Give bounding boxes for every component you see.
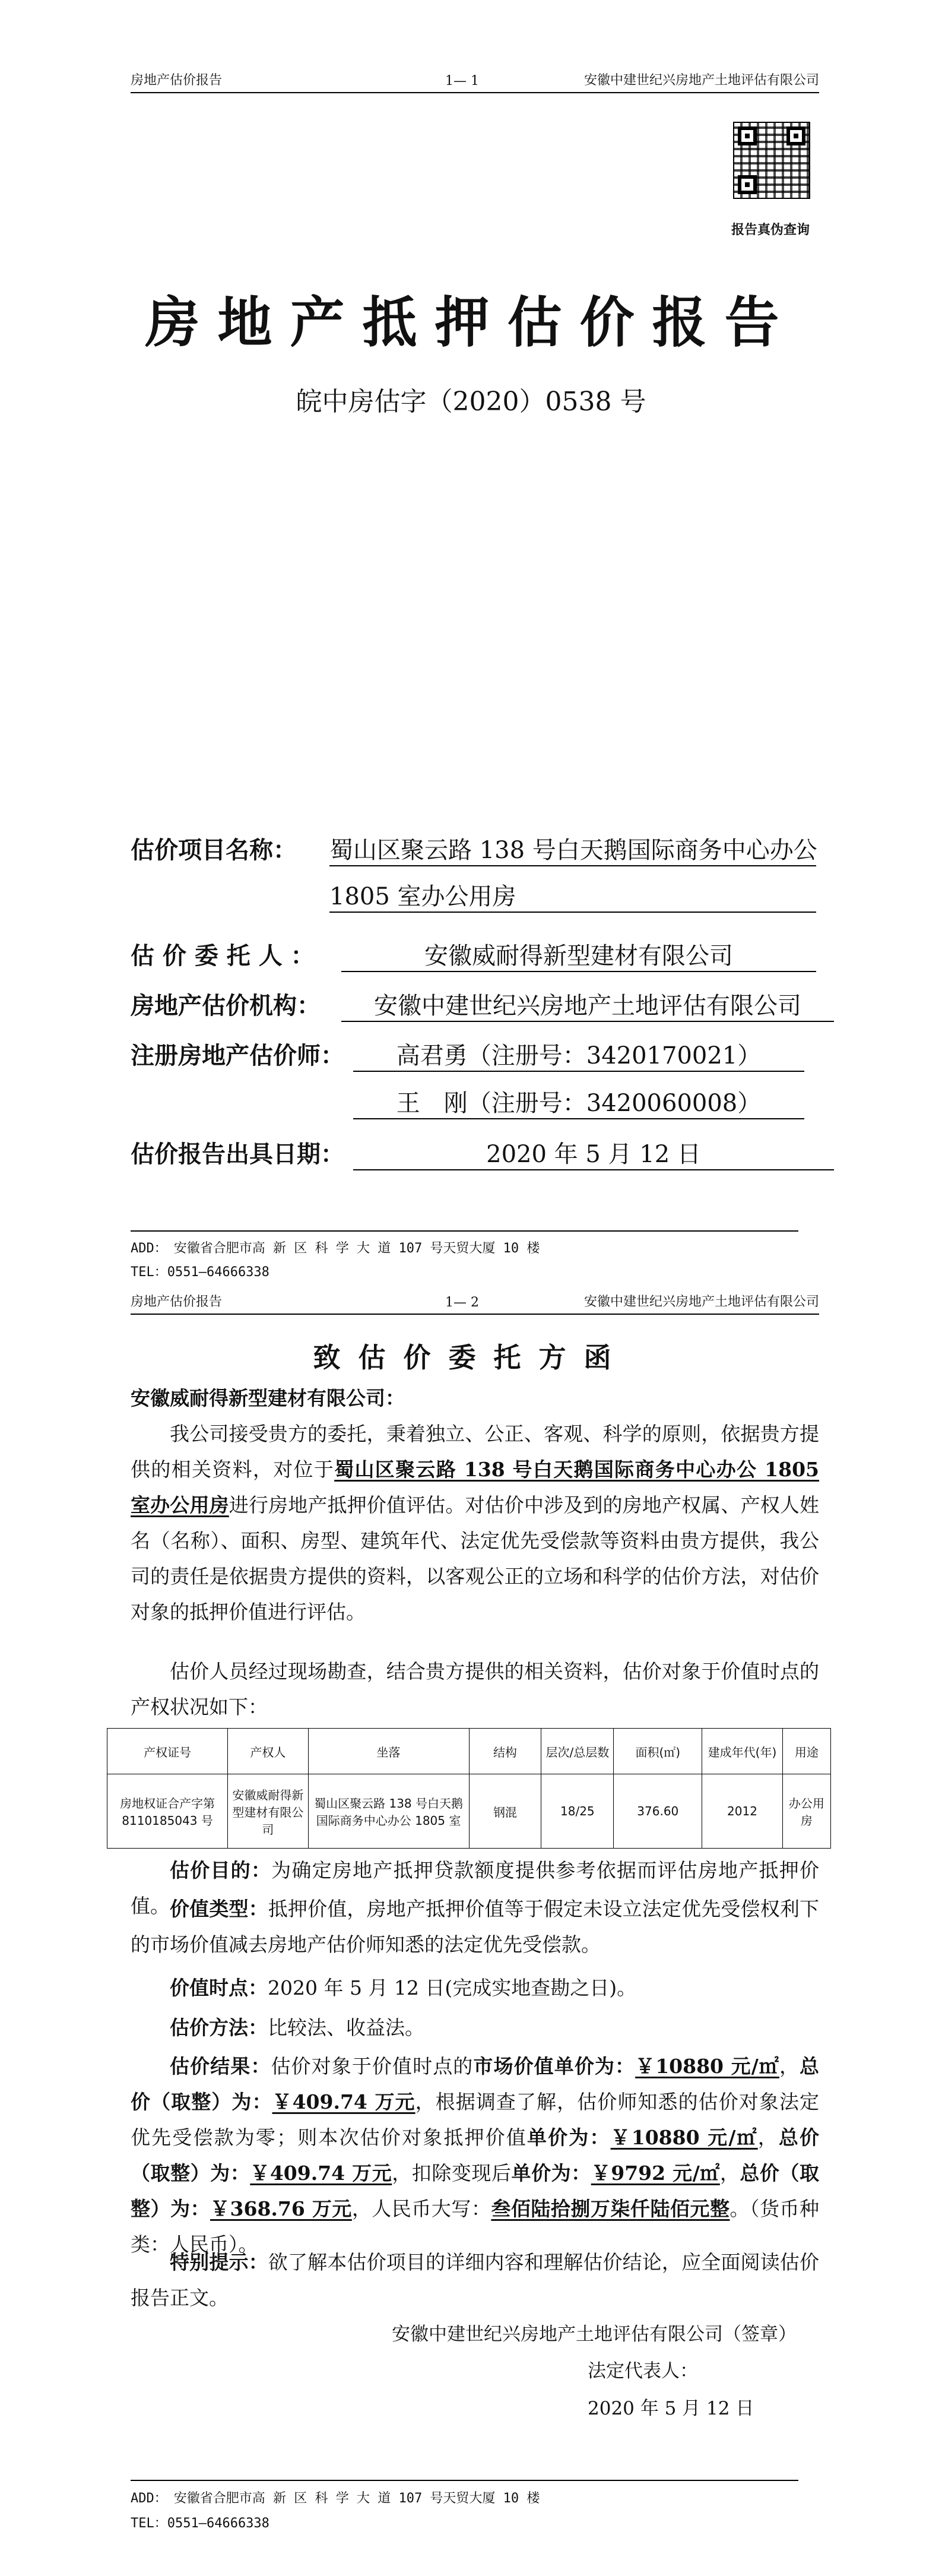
project-value-line1: 蜀山区聚云路 138 号白天鹅国际商务中心办公 xyxy=(329,831,816,866)
date-label: 估价报告出具日期： xyxy=(131,1140,344,1168)
purpose-label: 估价目的： xyxy=(170,1859,272,1882)
qr-caption: 报告真伪查询 xyxy=(731,223,810,238)
valuation-result xyxy=(131,2049,819,2262)
special-label: 特别提示： xyxy=(170,2251,268,2274)
table-header-cell: 产权人 xyxy=(228,1729,308,1774)
appraiser-1: 高君勇（注册号：3420170021） xyxy=(353,1037,804,1072)
special-text: 欲了解本估价项目的详细内容和理解估价结论，应全面阅读估价报告正文。 xyxy=(131,2251,819,2309)
appraiser-label: 注册房地产估价师： xyxy=(131,1042,344,1069)
p1-pre: 我公司接受贵方的委托，秉着独立、公正、客观、科学的原则，依据贵方提供的相关资料，对位于 xyxy=(131,1422,819,1481)
date-value: 2020 年 5 月 12 日 xyxy=(353,1135,834,1170)
result-text: ，人民币大写： xyxy=(351,2197,491,2220)
result-strong: 单价为： xyxy=(511,2162,591,2185)
signature-date: 2020 年 5 月 12 日 xyxy=(588,2398,754,2419)
result-text: ，扣除变现后 xyxy=(392,2162,512,2185)
project-label: 估价项目名称： xyxy=(131,836,297,864)
table-header-cell: 坐落 xyxy=(308,1729,469,1774)
mortgage-total-price: ￥409.74 万元 xyxy=(250,2162,392,2185)
footer-address: ADD： 安徽省合肥市高 新 区 科 学 大 道 107 号天贸大厦 10 楼 xyxy=(131,2491,540,2506)
amount-in-words: 叁佰陆拾捌万柒仟陆佰元整 xyxy=(491,2197,730,2220)
appraiser-2: 王 刚（注册号：3420060008） xyxy=(353,1084,804,1119)
special-note xyxy=(131,2245,819,2316)
header-report-name: 房地产估价报告 xyxy=(131,1295,223,1309)
result-strong: 单价为： xyxy=(526,2126,611,2149)
table-cell: 钢混 xyxy=(469,1774,541,1849)
page2-header xyxy=(131,1290,819,1315)
client-label: 估 价 委 托 人 ： xyxy=(131,942,315,970)
table-row xyxy=(107,1774,831,1849)
footer-tel: TEL：0551—64666338 xyxy=(131,1265,269,1280)
type-label: 价值类型： xyxy=(170,1897,268,1920)
result-strong: 市场价值单价为： xyxy=(473,2055,636,2078)
value-time xyxy=(131,1970,819,2006)
table-cell: 376.60 xyxy=(614,1774,702,1849)
table-cell: 房地权证合产字第 8110185043 号 xyxy=(107,1774,228,1849)
qr-code-icon[interactable] xyxy=(733,122,810,199)
header-company: 安徽中建世纪兴房地产土地评估有限公司 xyxy=(583,73,819,88)
net-unit-price: ￥9792 元/㎡ xyxy=(591,2162,720,2185)
table-header-row xyxy=(107,1729,831,1774)
letter-paragraph-1 xyxy=(131,1416,819,1630)
footer-rule xyxy=(131,2480,798,2481)
time-label: 价值时点： xyxy=(170,1976,268,1999)
market-total-price: ￥409.74 万元 xyxy=(272,2090,416,2113)
method-text: 比较法、收益法。 xyxy=(268,2016,424,2039)
p1-post: 进行房地产抵押价值评估。对估价中涉及到的房地产权属、产权人姓名（名称）、面积、房型、建筑年代、法定优先受偿款等资料由贵方提供，我公司的责任是依据贵方提供的资料，以客观公正的立场和科学的估价方法，对估价对象的抵押价值进行评估。 xyxy=(131,1493,820,1624)
type-text: 抵押价值，房地产抵押价值等于假定未设立法定优先受偿权利下的市场价值减去房地产估价师知悉的法定优先受偿款。 xyxy=(131,1897,819,1956)
letter-title: 致估价委托方函 xyxy=(313,1341,629,1374)
client-value: 安徽威耐得新型建材有限公司 xyxy=(341,937,816,972)
header-report-name: 房地产估价报告 xyxy=(131,73,223,88)
result-text: ，根据调查了解，估价师知悉的估价对象法定优先受偿款为零；则本次估价对象抵押价值 xyxy=(131,2090,820,2149)
table-header-cell: 建成年代(年) xyxy=(702,1729,782,1774)
table-header-cell: 结构 xyxy=(469,1729,541,1774)
result-label: 估价结果： xyxy=(170,2055,271,2078)
agency-value: 安徽中建世纪兴房地产土地评估有限公司 xyxy=(341,987,834,1022)
letter-salutation: 安徽威耐得新型建材有限公司： xyxy=(131,1387,405,1410)
signature-representative: 法定代表人： xyxy=(588,2360,698,2382)
p1-property-address: 蜀山区聚云路 138 号白天鹅国际商务中心办公 1805 室办公用房 xyxy=(131,1458,820,1517)
purpose-text: 为确定房地产抵押贷款额度提供参考依据而评估房地产抵押价值。 xyxy=(131,1859,820,1917)
header-page-number: 1— 1 xyxy=(445,74,479,88)
table-cell: 办公用房 xyxy=(782,1774,830,1849)
page1-header xyxy=(131,68,819,93)
market-unit-price: ￥10880 元/㎡ xyxy=(635,2055,779,2078)
result-text: ， xyxy=(719,2162,740,2185)
footer-tel: TEL：0551—64666338 xyxy=(131,2516,269,2531)
valuation-method xyxy=(131,2010,819,2046)
result-text: 估价对象于价值时点的 xyxy=(271,2055,474,2078)
letter-paragraph-2: 估价人员经过现场勘查，结合贵方提供的相关资料，估价对象于价值时点的产权状况如下： xyxy=(131,1660,819,1719)
document-number: 皖中房估字（2020）0538 号 xyxy=(296,387,646,417)
time-text: 2020 年 5 月 12 日(完成实地查勘之日)。 xyxy=(268,1976,637,1999)
report-title: 房地产抵押估价报告 xyxy=(145,290,797,355)
result-strong: 总价（取整）为： xyxy=(131,2162,820,2220)
footer-rule xyxy=(131,1230,798,1232)
result-text: 。（货币种类：人民币）。 xyxy=(131,2197,820,2256)
table-header-cell: 面积(㎡) xyxy=(614,1729,702,1774)
mortgage-unit-price: ￥10880 元/㎡ xyxy=(610,2126,758,2149)
signature-company: 安徽中建世纪兴房地产土地评估有限公司（签章） xyxy=(392,2324,797,2345)
table-cell: 18/25 xyxy=(541,1774,614,1849)
table-cell: 2012 xyxy=(702,1774,782,1849)
header-page-number: 1— 2 xyxy=(445,1295,479,1310)
result-text: ， xyxy=(757,2126,779,2149)
project-value-line2: 1805 室办公用房 xyxy=(329,878,816,913)
table-header-cell: 层次/总层数 xyxy=(541,1729,614,1774)
net-total-price: ￥368.76 万元 xyxy=(210,2197,352,2220)
table-cell: 蜀山区聚云路 138 号白天鹅国际商务中心办公 1805 室 xyxy=(308,1774,469,1849)
property-rights-table xyxy=(107,1728,831,1849)
method-label: 估价方法： xyxy=(170,2016,268,2039)
header-company: 安徽中建世纪兴房地产土地评估有限公司 xyxy=(583,1295,819,1309)
footer-address: ADD： 安徽省合肥市高 新 区 科 学 大 道 107 号天贸大厦 10 楼 xyxy=(131,1241,540,1256)
table-header-cell: 产权证号 xyxy=(107,1729,228,1774)
table-cell: 安徽威耐得新型建材有限公司 xyxy=(228,1774,308,1849)
agency-label: 房地产估价机构： xyxy=(131,992,321,1020)
result-text: ， xyxy=(779,2055,800,2078)
value-type xyxy=(131,1891,819,1963)
result-strong: 总价（取整）为： xyxy=(131,2126,820,2185)
table-header-cell: 用途 xyxy=(782,1729,830,1774)
result-strong: 总价（取整）为： xyxy=(131,2055,820,2113)
